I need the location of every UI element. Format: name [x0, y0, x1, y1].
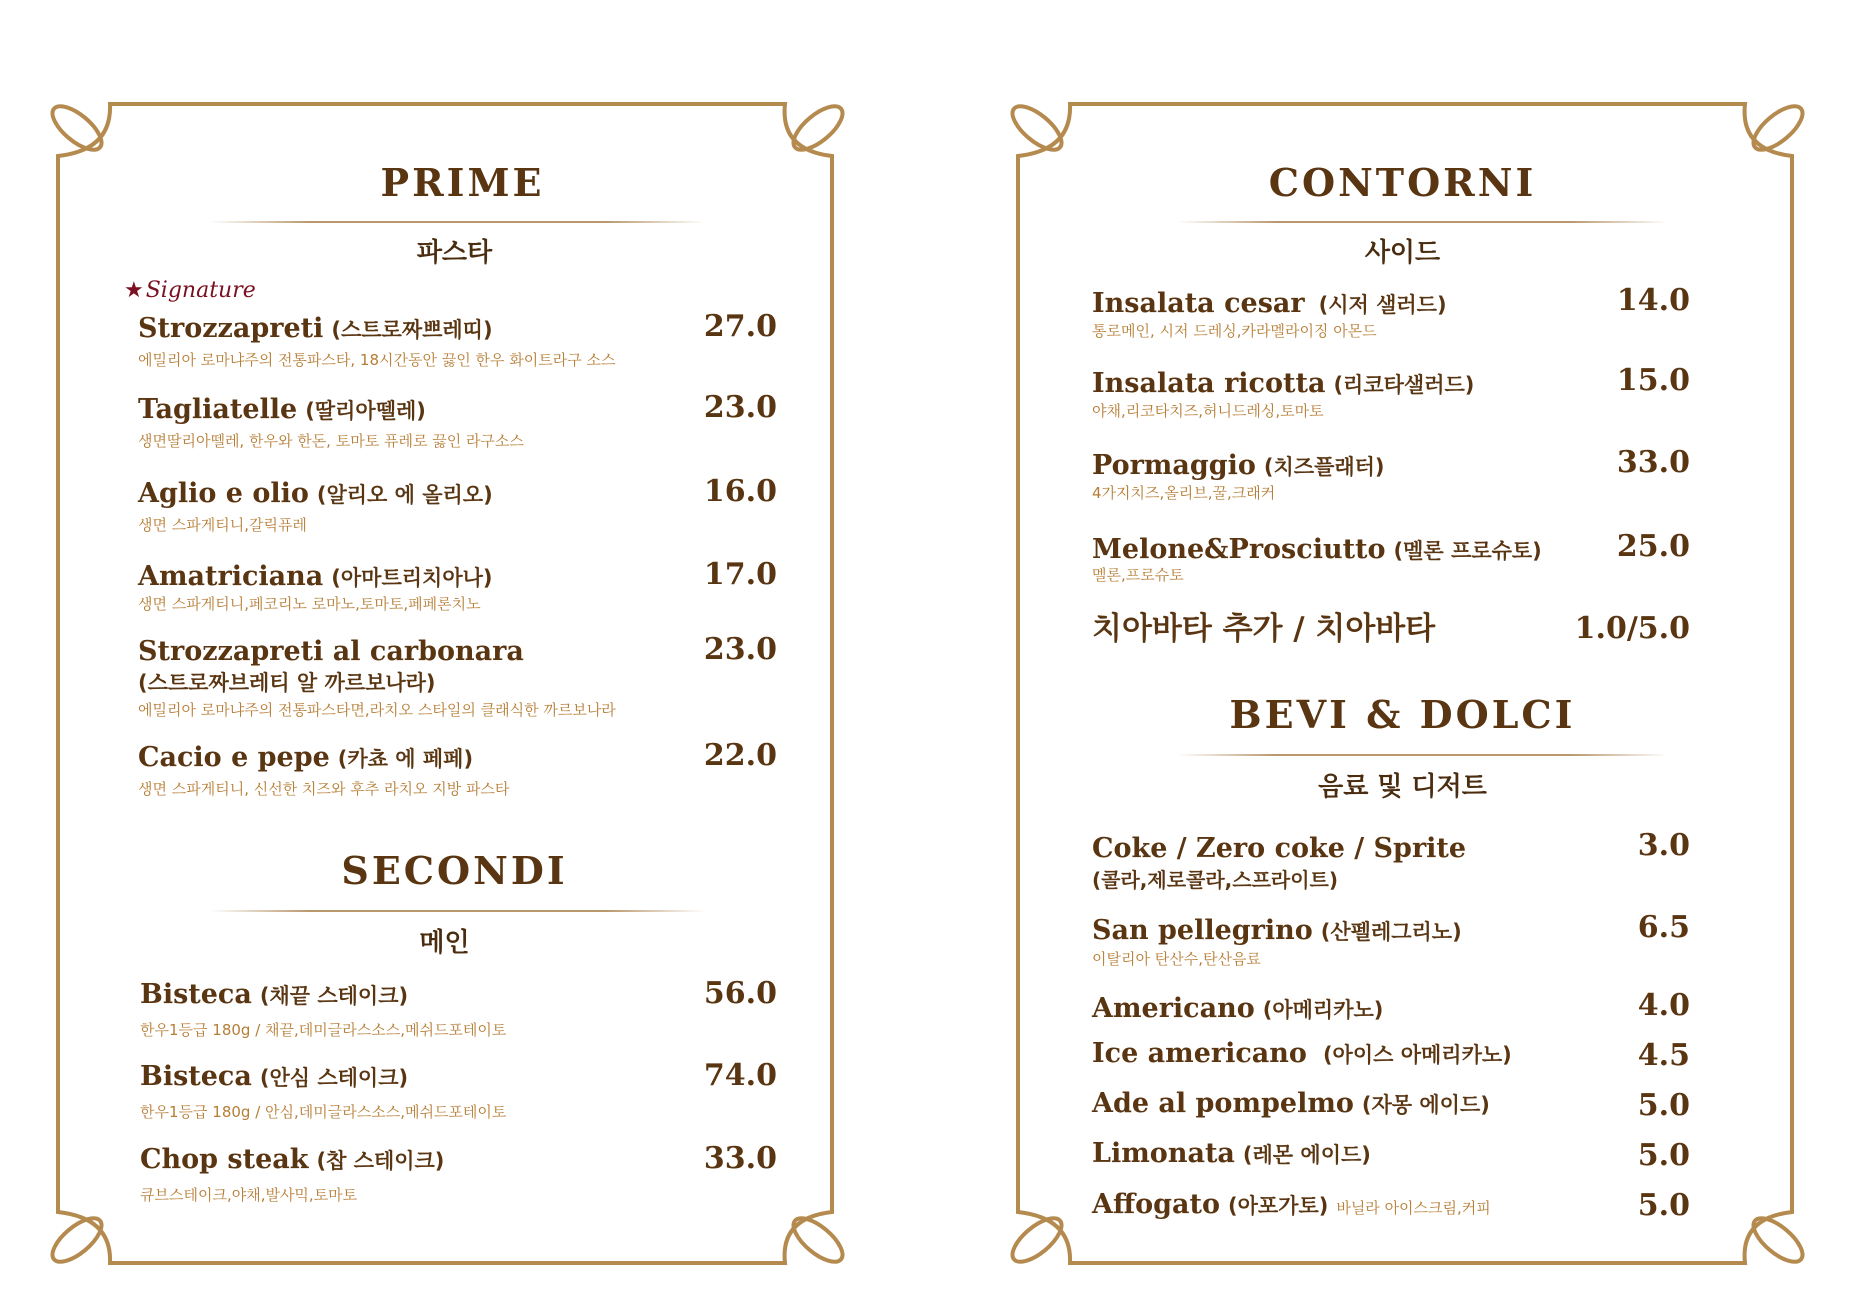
item-name-it: Insalata cesar	[1092, 288, 1305, 319]
item-name-it: Melone&Prosciutto	[1092, 534, 1386, 565]
menu-page-right	[960, 0, 1850, 1311]
item-price: 1.0/5.0	[1574, 611, 1690, 646]
item-price: 27.0	[703, 309, 777, 344]
item-name-it: Bisteca	[140, 979, 252, 1010]
menu-item	[1092, 1087, 1490, 1122]
item-name-ko: (스트로짜브레티 알 까르보나라)	[138, 671, 436, 695]
item-description: 멜론,프로슈토	[1092, 566, 1184, 584]
item-price: 5.0	[1637, 1188, 1690, 1223]
item-description: 한우1등급 180g / 채끝,데미글라스소스,메쉬드포테이토	[140, 1021, 507, 1039]
item-description: 에밀리아 로마냐주의 전통파스타면,라치오 스타일의 클래식한 까르보나라	[138, 701, 616, 719]
item-name-ko: (아메리카노)	[1262, 998, 1384, 1022]
item-name	[1092, 914, 1462, 949]
item-name-it: Bisteca	[140, 1061, 252, 1092]
item-name-ko: 치아바타 추가 / 치아바타	[1092, 611, 1436, 647]
item-name-it: Insalata ricotta	[1092, 368, 1326, 399]
menu-item	[138, 477, 493, 536]
menu-item	[1092, 449, 1385, 504]
item-name-ko: (딸리아뗄레)	[305, 399, 426, 423]
item-price: 33.0	[703, 1141, 777, 1176]
item-name	[1092, 367, 1474, 402]
menu-item	[140, 978, 506, 1041]
item-name-it: Aglio e olio	[138, 478, 309, 509]
item-name-it: Ice americano	[1092, 1038, 1307, 1069]
menu-item	[138, 741, 509, 800]
item-price: 5.0	[1637, 1088, 1690, 1123]
item-description: 큐브스테이크,야채,발사믹,토마토	[140, 1186, 358, 1204]
item-name-it: Strozzapreti al carbonara	[138, 636, 524, 667]
item-name	[1092, 1037, 1512, 1072]
menu-item	[1092, 914, 1462, 970]
menu-item	[138, 312, 615, 371]
item-description: 통로메인, 시저 드레싱,카라멜라이징 아몬드	[1092, 322, 1377, 340]
item-price: 16.0	[703, 474, 777, 509]
item-description: 생면 스파게티니, 신선한 치즈와 후추 라치오 지방 파스타	[138, 780, 510, 798]
item-name-ko: (리코타샐러드)	[1333, 373, 1475, 397]
menu-item	[138, 635, 616, 721]
item-price: 22.0	[703, 738, 777, 773]
section-subtitle-bevi: 음료 및 디저트	[1318, 772, 1487, 802]
item-price: 33.0	[1616, 445, 1690, 480]
item-description: 생면딸리아뗄레, 한우와 한돈, 토마토 퓨레로 끓인 라구소스	[138, 432, 524, 450]
item-name-ko: (산펠레그리노)	[1320, 920, 1462, 944]
item-name-it: Strozzapreti	[138, 313, 324, 344]
menu-item	[1092, 992, 1383, 1027]
section-subtitle-contorni: 사이드	[1364, 238, 1441, 268]
section-divider	[210, 910, 705, 912]
section-title-secondi: SECONDI	[341, 848, 568, 893]
item-name-ko: (카쵸 에 페페)	[337, 747, 474, 771]
item-description: 야채,리코타치즈,허니드레싱,토마토	[1092, 402, 1324, 420]
item-price: 23.0	[703, 390, 777, 425]
item-description: 한우1등급 180g / 안심,데미글라스소스,메쉬드포테이토	[140, 1103, 507, 1121]
item-name-ko: (아포가토)	[1227, 1194, 1329, 1218]
section-title-bevi: BEVI & DOLCI	[1229, 692, 1576, 737]
menu-item	[1092, 1137, 1371, 1172]
item-description: 이탈리아 탄산수,탄산음료	[1092, 950, 1261, 968]
item-price: 4.5	[1637, 1038, 1690, 1073]
menu-item-ciabatta	[1092, 610, 1435, 648]
section-subtitle-prime: 파스타	[416, 238, 493, 268]
item-name-it: Affogato	[1092, 1189, 1220, 1220]
item-name-it: Chop steak	[140, 1144, 309, 1175]
item-name	[1092, 1137, 1371, 1172]
menu-item	[1092, 367, 1474, 422]
item-name	[140, 1143, 444, 1178]
item-name-it: San pellegrino	[1092, 915, 1313, 946]
item-name-ko: (알리오 에 올리오)	[316, 483, 493, 507]
menu-item	[1092, 287, 1447, 342]
section-subtitle-secondi: 메인	[419, 928, 470, 958]
item-name-ko: (콜라,제로콜라,스프라이트)	[1092, 868, 1338, 892]
item-price: 5.0	[1637, 1138, 1690, 1173]
item-name-ko: (시저 샐러드)	[1318, 293, 1447, 317]
item-name-ko: (찹 스테이크)	[316, 1149, 445, 1173]
item-name-ko: (치즈플래터)	[1263, 455, 1385, 479]
item-price: 74.0	[703, 1058, 777, 1093]
menu-item	[1092, 832, 1466, 894]
item-name-ko: (멜론 프로슈토)	[1393, 539, 1542, 563]
item-name-ko: (스트로짜쁘레띠)	[331, 318, 493, 342]
item-name-it: Cacio e pepe	[138, 742, 330, 773]
menu-item	[1092, 1037, 1512, 1072]
item-name-it: Limonata	[1092, 1138, 1235, 1169]
section-divider	[1178, 754, 1668, 756]
item-name	[138, 560, 493, 595]
item-name	[138, 393, 524, 428]
menu-item	[140, 1060, 506, 1123]
item-name	[1092, 449, 1385, 484]
item-price: 4.0	[1637, 988, 1690, 1023]
item-name-it: Ade al pompelmo	[1092, 1088, 1354, 1119]
menu-item	[1092, 533, 1542, 586]
section-title-prime: PRIME	[380, 160, 545, 205]
item-name	[1092, 287, 1447, 322]
item-description: 생면 스파게티니,갈릭퓨레	[138, 516, 307, 534]
menu-item	[138, 393, 524, 452]
item-name	[1092, 992, 1383, 1027]
item-name	[1092, 533, 1542, 568]
item-price: 23.0	[703, 632, 777, 667]
item-name	[140, 978, 506, 1013]
item-description: 생면 스파게티니,페코리노 로마노,토마토,페페론치노	[138, 595, 481, 613]
item-name-it: Amatriciana	[138, 561, 324, 592]
star-icon: ★	[124, 278, 144, 303]
section-divider	[1178, 221, 1668, 223]
section-divider	[210, 221, 705, 223]
item-description: 4가지치즈,올리브,꿀,크래커	[1092, 484, 1276, 502]
item-price: 3.0	[1637, 828, 1690, 863]
item-name	[138, 741, 509, 776]
item-price: 6.5	[1637, 910, 1690, 945]
item-name-it: Americano	[1092, 993, 1255, 1024]
signature-label	[124, 278, 256, 303]
signature-text: Signature	[145, 278, 256, 303]
item-name	[138, 477, 493, 512]
item-name-ko: (아이스 아메리카노)	[1322, 1043, 1512, 1067]
item-price: 56.0	[703, 976, 777, 1011]
item-name-ko: (자몽 에이드)	[1361, 1093, 1490, 1117]
menu-item	[1092, 1188, 1491, 1225]
item-name-ko: (아마트리치아나)	[331, 566, 493, 590]
item-name-it: Pormaggio	[1092, 450, 1256, 481]
item-name	[140, 1060, 506, 1095]
item-name-it: Tagliatelle	[138, 394, 298, 425]
item-name-ko: (레몬 에이드)	[1242, 1143, 1371, 1167]
item-price: 17.0	[703, 557, 777, 592]
menu-item	[140, 1143, 444, 1206]
section-title-contorni: CONTORNI	[1268, 160, 1537, 205]
item-price: 14.0	[1616, 283, 1690, 318]
item-name	[1092, 1188, 1491, 1225]
item-name-it: Coke / Zero coke / Sprite	[1092, 833, 1467, 864]
item-name	[1092, 1087, 1490, 1122]
item-description: 에밀리아 로마냐주의 전통파스타, 18시간동안 끓인 한우 화이트라구 소스	[138, 351, 616, 369]
item-name	[138, 312, 615, 347]
item-price: 15.0	[1616, 363, 1690, 398]
item-description: 바닐라 아이스크림,커피	[1336, 1199, 1491, 1217]
item-price: 25.0	[1616, 529, 1690, 564]
item-name-ko: (채끝 스테이크)	[259, 984, 409, 1008]
item-name-ko: (안심 스테이크)	[259, 1066, 409, 1090]
menu-item	[138, 560, 493, 615]
